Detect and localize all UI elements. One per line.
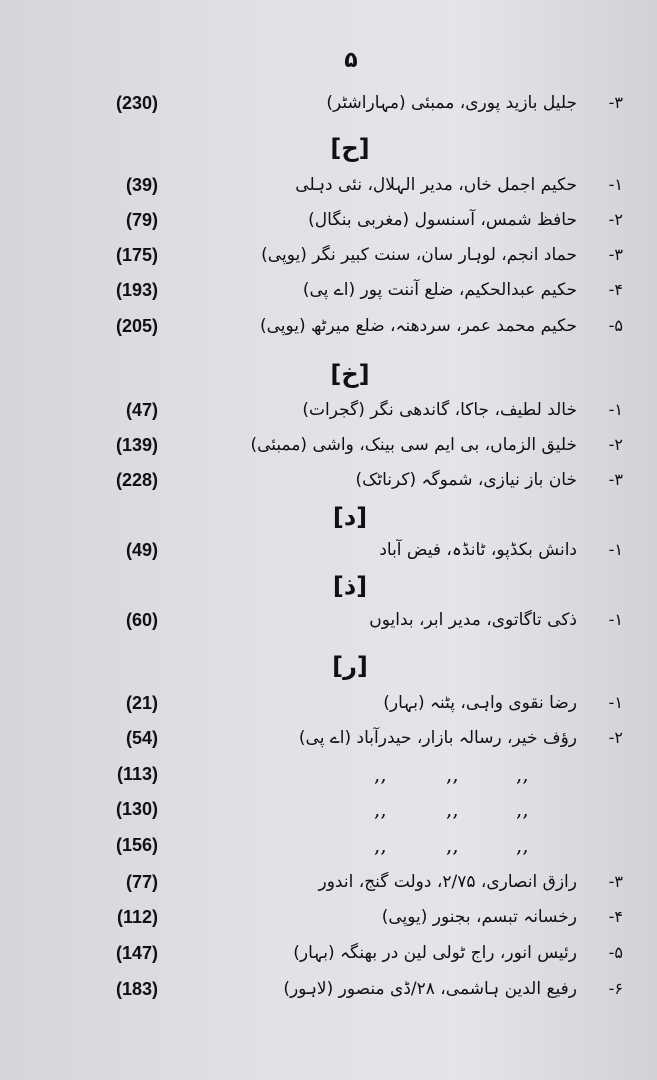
entry-text: حافظ شمس، آسنسول (مغربی بنگال) [308, 210, 577, 230]
list-item [0, 900, 657, 934]
entry-index: ۳- [608, 245, 623, 264]
page-ref: (156) [115, 835, 158, 855]
section-heading-zaal: [ذ] [332, 572, 368, 600]
page-ref: (60) [125, 610, 158, 630]
page-ref: (228) [115, 470, 158, 490]
page-ref: (139) [115, 435, 158, 455]
entry-text: رئیس انور، راج ٹولی لین در بھنگہ (بہار) [293, 943, 577, 963]
entry-index: ۱- [608, 400, 623, 419]
page-ref: (130) [115, 799, 158, 819]
list-item [0, 533, 657, 567]
list-item [0, 686, 657, 720]
ditto-mark: ,, [374, 762, 387, 786]
page-ref: (205) [115, 316, 158, 336]
entry-text: خالد لطیف، جاکا، گاندھی نگر (گجرات) [302, 400, 577, 420]
page-ref: (77) [125, 872, 158, 892]
entry-text: حکیم عبدالحکیم، ضلع آننت پور (اے پی) [302, 280, 577, 300]
list-item [0, 309, 657, 343]
ditto-mark: ,, [374, 797, 387, 821]
entry-index: ۱- [608, 175, 623, 194]
ditto-mark: ,, [446, 797, 459, 821]
entry-index: ۶- [608, 979, 623, 998]
page-ref: (175) [115, 245, 158, 265]
entry-text: رازق انصاری، ۲/۷۵، دولت گنج، اندور [318, 872, 577, 892]
entry-text: حکیم اجمل خاں، مدیر الہلال، نئی دہلی [295, 175, 577, 195]
entry-index: ۴- [608, 280, 623, 299]
entry-text: حماد انجم، لوہار سان، سنت کبیر نگر (یوپی) [261, 245, 577, 265]
entry-index: ۱- [608, 540, 623, 559]
list-item [0, 828, 657, 862]
ditto-mark: ,, [516, 833, 529, 857]
page-ref: (147) [115, 943, 158, 963]
entry-index: ۲- [608, 210, 623, 229]
page-ref: (49) [125, 540, 158, 560]
entry-text: رؤف خیر، رسالہ بازار، حیدرآباد (اے پی) [298, 728, 577, 748]
ditto-mark: ,, [516, 797, 529, 821]
list-item [0, 238, 657, 272]
page-ref: (183) [115, 979, 158, 999]
entry-index: ۴- [608, 907, 623, 926]
entry-index: ۲- [608, 435, 623, 454]
entry-index: ۱- [608, 693, 623, 712]
page-ref: (47) [125, 400, 158, 420]
page-ref: (21) [125, 693, 158, 713]
entry-text: خان باز نیازی، شموگہ (کرناٹک) [355, 470, 577, 490]
entry-index: ۲- [608, 728, 623, 747]
ditto-mark: ,, [516, 762, 529, 786]
entry-text: جلیل بازید پوری، ممبئی (مہاراشٹر) [326, 93, 577, 113]
entry-text: خلیق الزماں، بی ایم سی بینک، واشی (ممبئی) [250, 435, 577, 455]
page-number: ۵ [344, 48, 358, 73]
list-item [0, 428, 657, 462]
list-item [0, 86, 657, 120]
list-item [0, 721, 657, 755]
list-item [0, 865, 657, 899]
entry-index: ۳- [608, 93, 623, 112]
list-item [0, 203, 657, 237]
entry-index: ۵- [608, 943, 623, 962]
list-item [0, 463, 657, 497]
list-item [0, 936, 657, 970]
entry-index: ۱- [608, 610, 623, 629]
entry-text: دانش بکڈپو، ٹانڈہ، فیض آباد [379, 540, 577, 560]
entry-text: حکیم محمد عمر، سردھنہ، ضلع میرٹھ (یوپی) [259, 316, 577, 336]
page-ref: (193) [115, 280, 158, 300]
entry-index: ۳- [608, 872, 623, 891]
section-heading-khay: [خ] [330, 360, 370, 388]
ditto-mark: ,, [446, 833, 459, 857]
list-item [0, 273, 657, 307]
list-item [0, 603, 657, 637]
entry-text: رضا نقوی واہی، پٹنہ (بہار) [383, 693, 577, 713]
entry-index: ۳- [608, 470, 623, 489]
entry-index: ۵- [608, 316, 623, 335]
list-item [0, 972, 657, 1006]
section-heading-hay: [ح] [330, 134, 370, 162]
page-ref: (39) [125, 175, 158, 195]
page-ref: (79) [125, 210, 158, 230]
section-heading-daal: [د] [332, 503, 368, 531]
section-heading-ray: [ر] [332, 652, 368, 680]
list-item [0, 168, 657, 202]
ditto-mark: ,, [446, 762, 459, 786]
page-ref: (230) [115, 93, 158, 113]
page-ref: (113) [116, 764, 158, 784]
list-item [0, 393, 657, 427]
entry-text: رفیع الدین ہاشمی، ۲۸/ڈی منصور (لاہور) [283, 979, 577, 999]
list-item [0, 757, 657, 791]
ditto-mark: ,, [374, 833, 387, 857]
list-item [0, 792, 657, 826]
page-ref: (54) [125, 728, 158, 748]
page-ref: (112) [116, 907, 158, 927]
entry-text: رخسانہ تبسم، بجنور (یوپی) [381, 907, 577, 927]
entry-text: ذکی تاگاتوی، مدیر ابر، بدایوں [369, 610, 577, 630]
